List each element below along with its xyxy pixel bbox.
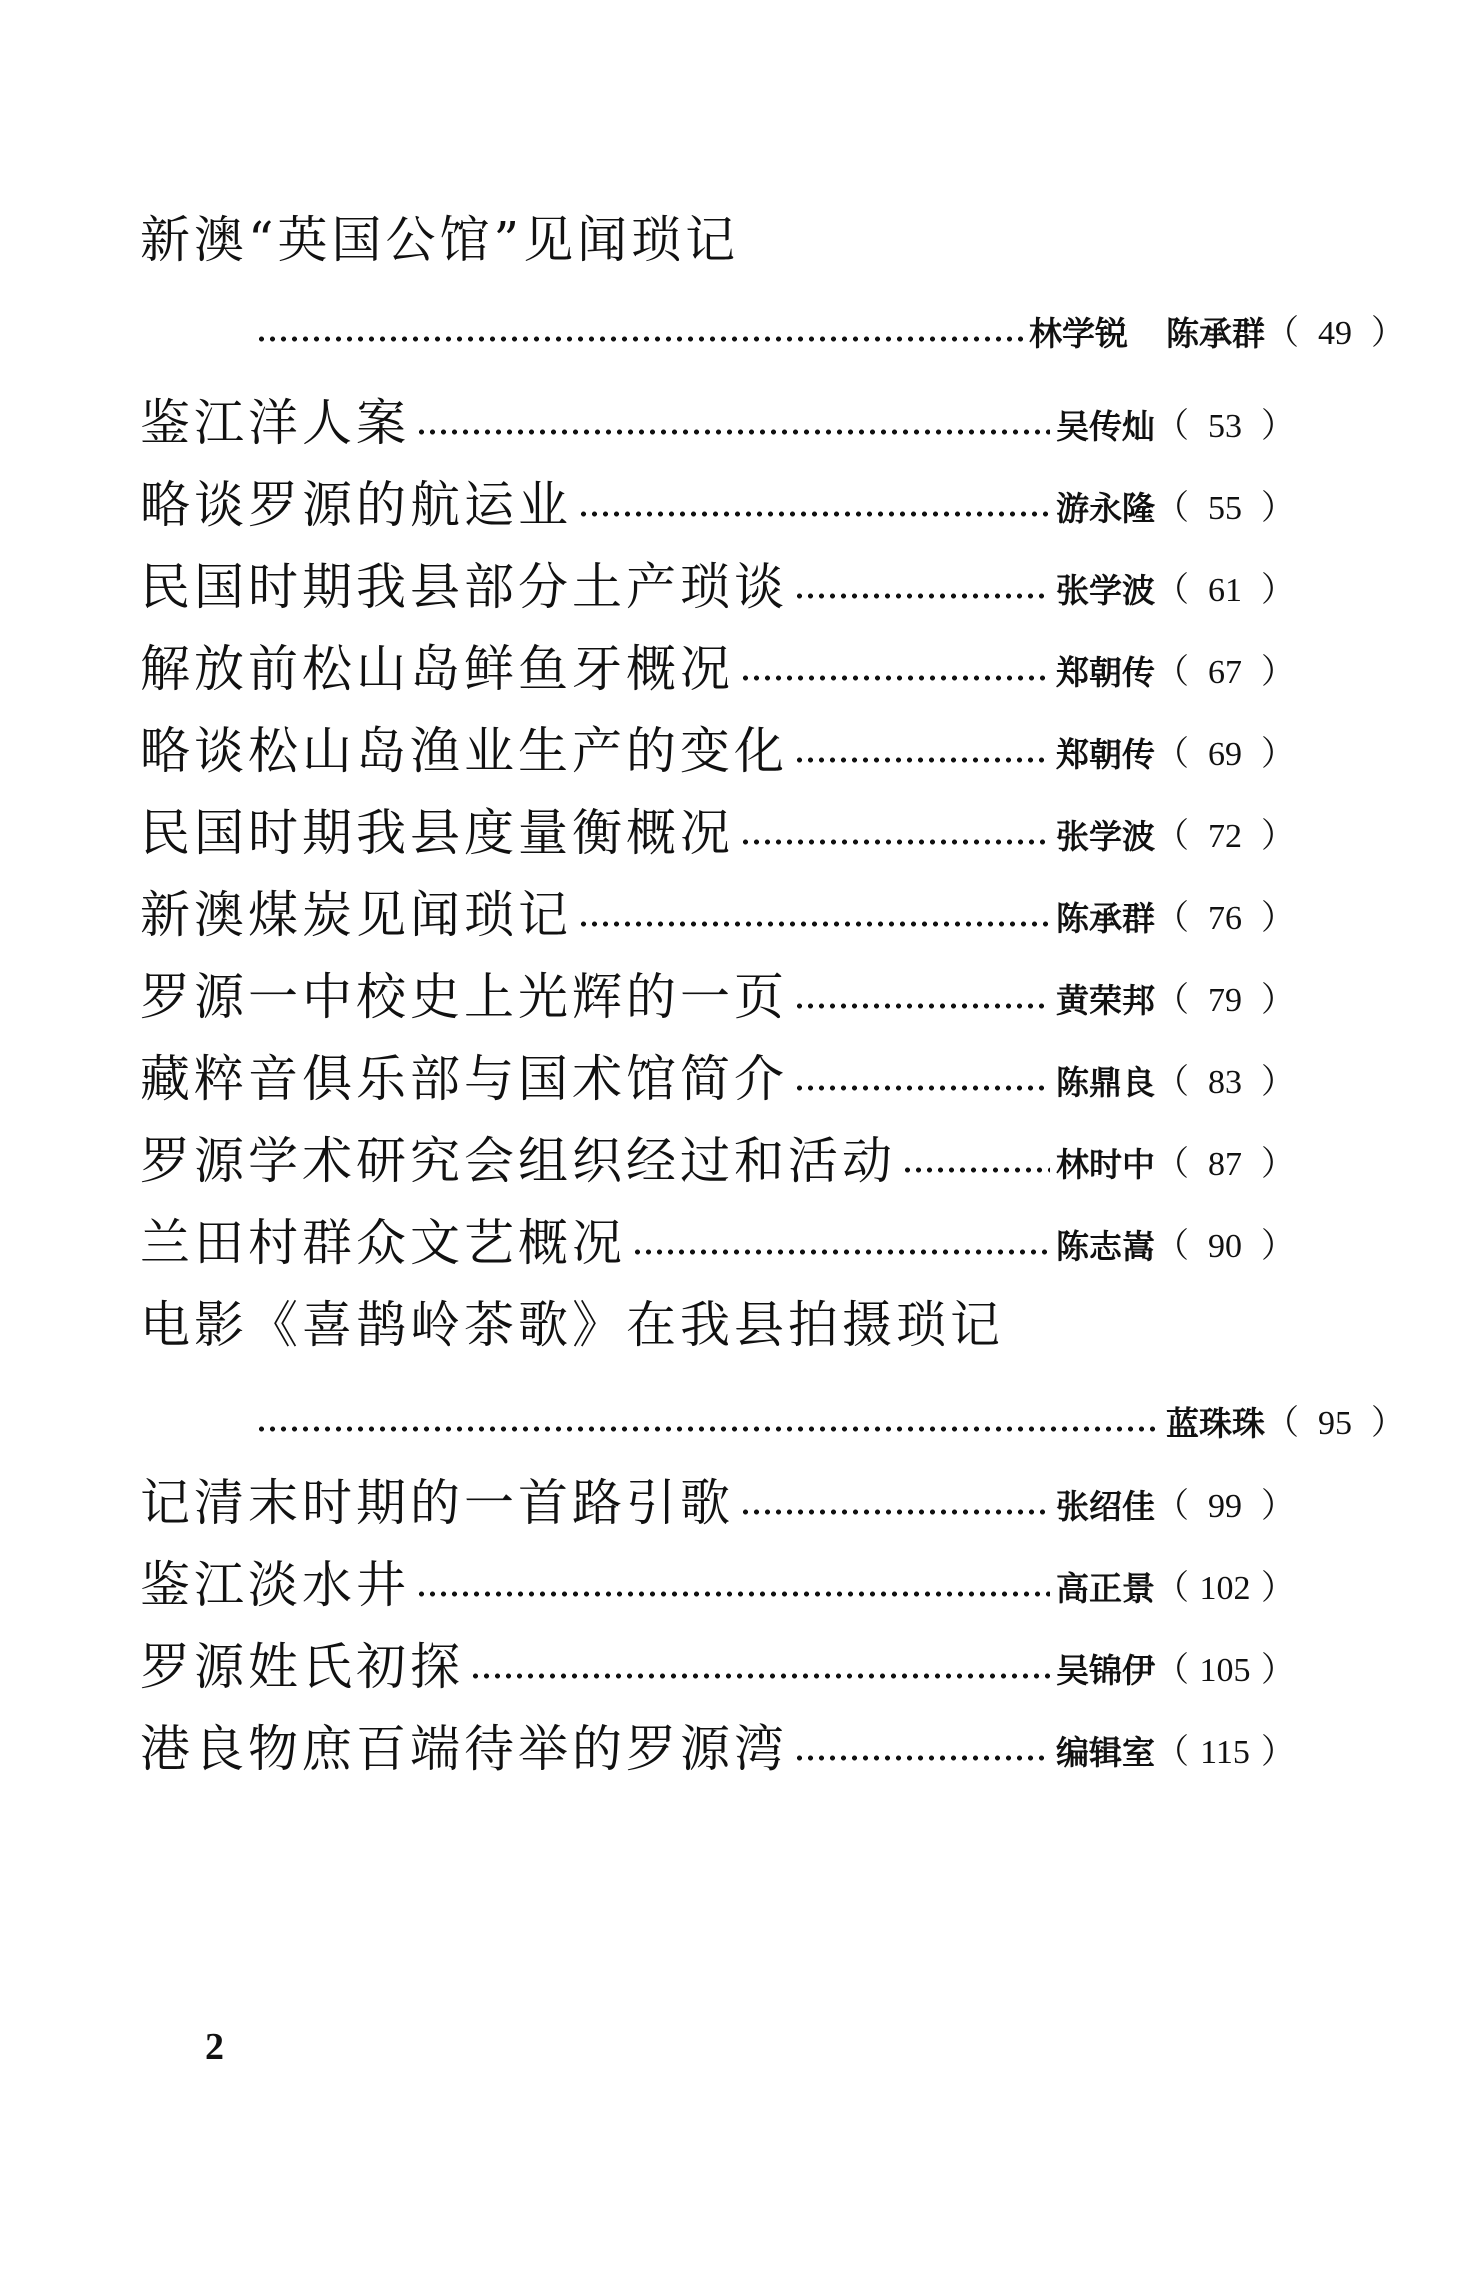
toc-entry-title: 电影《喜鹊岭茶歌》在我县拍摄琐记 [140,1296,1004,1354]
page-num: 95 [1318,1405,1352,1442]
toc-entry-page [1155,1227,1295,1267]
page-num: 53 [1208,408,1242,445]
toc-entry [140,1709,1295,1779]
paren-open: （ [1155,982,1189,1019]
toc-entry-title: 略谈松山岛渔业生产的变化 [140,722,788,780]
dot-leader [416,1587,1050,1601]
page-num: 87 [1208,1146,1242,1183]
toc-entry-author: 郑朝传 [1056,735,1155,774]
paren-open: （ [1155,572,1189,609]
paren-close: ） [1261,1652,1295,1689]
toc-entry-title: 解放前松山岛鲜鱼牙概况 [140,640,734,698]
toc-entry [140,547,1295,617]
toc-entry-author: 编辑室 [1056,1733,1155,1772]
paren-close: ） [1261,900,1295,937]
paren-open: （ [1265,315,1299,352]
paren-open: （ [1155,490,1189,527]
toc-entry-page [1155,1651,1295,1691]
paren-open: （ [1265,1405,1299,1442]
toc-entry-page [1265,1404,1405,1444]
page-num: 76 [1208,900,1242,937]
dot-leader [256,332,1023,346]
toc-entry [140,1203,1295,1273]
dot-leader [794,753,1050,767]
toc-entry [140,629,1295,699]
toc-entry-author: 黄荣邦 [1056,981,1155,1020]
paren-close: ） [1371,315,1405,352]
toc-entry-page [1265,314,1405,354]
toc-entry-page [1155,1569,1295,1609]
toc-entry-author: 陈志嵩 [1056,1227,1155,1266]
paren-close: ） [1261,1064,1295,1101]
toc-entry [140,875,1295,945]
toc-entry-author: 蓝珠珠 [1166,1404,1265,1443]
paren-open: （ [1155,1652,1189,1689]
toc-entry-page [1155,817,1295,857]
dot-leader [416,425,1050,439]
toc-entry-author: 张学波 [1056,817,1155,856]
toc-entry-title: 鉴江淡水井 [140,1556,410,1614]
toc-entry-author: 吴传灿 [1056,407,1155,446]
toc-entry-title: 罗源学术研究会组织经过和活动 [140,1132,896,1190]
paren-close: ） [1371,1405,1405,1442]
paren-close: ） [1261,736,1295,773]
dot-leader [794,999,1050,1013]
toc-entry-page [1155,1063,1295,1103]
page-num: 99 [1208,1488,1242,1525]
toc-entry [140,383,1295,453]
toc-entry-author: 郑朝传 [1056,653,1155,692]
paren-close: ） [1261,490,1295,527]
paren-open: （ [1155,1488,1189,1525]
toc-entry-page [1155,407,1295,447]
paren-close: ） [1261,1734,1295,1771]
toc-entry-page [1155,653,1295,693]
paren-close: ） [1261,1488,1295,1525]
page-num: 102 [1199,1570,1251,1607]
toc-entry-author: 高正景 [1056,1569,1155,1608]
toc-entry-title: 记清末时期的一首路引歌 [140,1474,734,1532]
paren-open: （ [1155,1064,1189,1101]
toc-entry-page [1155,1145,1295,1185]
toc-entry [140,1545,1295,1615]
toc-entry-title: 港良物庶百端待举的罗源湾 [140,1720,788,1778]
page-num: 69 [1208,736,1242,773]
paren-open: （ [1155,736,1189,773]
toc-entry-author: 陈承群 [1166,314,1265,353]
toc-entry-page [1155,981,1295,1021]
paren-close: ） [1261,1146,1295,1183]
toc-entry-title-line [140,200,1295,270]
page-num: 115 [1200,1734,1250,1771]
toc-entry-title: 新澳“英国公馆”见闻琐记 [140,211,740,269]
dot-leader [740,671,1050,685]
toc-entry-page [1155,1487,1295,1527]
toc-entry-title: 民国时期我县度量衡概况 [140,804,734,862]
toc-entry-page [1155,489,1295,529]
toc-entry-author: 陈承群 [1056,899,1155,938]
paren-open: （ [1155,408,1189,445]
paren-close: ） [1261,1228,1295,1265]
toc-entry [140,290,1405,360]
toc-entry-author: 张绍佳 [1056,1487,1155,1526]
paren-close: ） [1261,982,1295,1019]
toc-entry-title: 新澳煤炭见闻琐记 [140,886,572,944]
toc-entry [140,465,1295,535]
paren-close: ） [1261,654,1295,691]
paren-open: （ [1155,1228,1189,1265]
page-num: 79 [1208,982,1242,1019]
page-num: 49 [1318,315,1352,352]
dot-leader [470,1669,1050,1683]
toc-entry [140,1380,1405,1450]
toc-entry-title: 略谈罗源的航运业 [140,476,572,534]
toc-entry [140,1121,1295,1191]
toc-entry [140,711,1295,781]
dot-leader [902,1163,1050,1177]
toc-entry-title: 藏粹音俱乐部与国术馆简介 [140,1050,788,1108]
page-num: 90 [1208,1228,1242,1265]
paren-open: （ [1155,900,1189,937]
toc-entry [140,1039,1295,1109]
toc-entry [140,957,1295,1027]
paren-close: ） [1261,408,1295,445]
toc-entry-title: 鉴江洋人案 [140,394,410,452]
page-num: 83 [1208,1064,1242,1101]
page-num: 105 [1199,1652,1251,1689]
dot-leader [794,589,1050,603]
paren-close: ） [1261,818,1295,855]
paren-close: ） [1261,1570,1295,1607]
toc-entry [140,1627,1295,1697]
toc-entry-page [1155,735,1295,775]
dot-leader [740,1505,1050,1519]
toc-entry-page [1155,1733,1295,1773]
toc-entry [140,1463,1295,1533]
toc-entry-title: 民国时期我县部分土产琐谈 [140,558,788,616]
toc-entry-author: 林时中 [1056,1145,1155,1184]
dot-leader [578,917,1050,931]
paren-open: （ [1155,654,1189,691]
toc-entry-author: 游永隆 [1056,489,1155,528]
dot-leader [740,835,1050,849]
paren-open: （ [1155,818,1189,855]
page-num: 72 [1208,818,1242,855]
toc-entry-title: 罗源姓氏初探 [140,1638,464,1696]
toc-entry-page [1155,571,1295,611]
paren-close: ） [1261,572,1295,609]
page-number: 2 [205,2026,224,2068]
dot-leader [256,1422,1160,1436]
dot-leader [632,1245,1050,1259]
page-num: 55 [1208,490,1242,527]
toc-entry-title-line [140,1285,1295,1355]
toc-entry-author: 吴锦伊 [1056,1651,1155,1690]
toc-entry [140,793,1295,863]
dot-leader [578,507,1050,521]
toc-entry-title: 兰田村群众文艺概况 [140,1214,626,1272]
toc-entry-page [1155,899,1295,939]
dot-leader [794,1751,1050,1765]
toc-entry-author: 林学锐 [1029,314,1128,353]
toc-entry-author: 张学波 [1056,571,1155,610]
dot-leader [794,1081,1050,1095]
paren-open: （ [1155,1570,1189,1607]
paren-open: （ [1155,1146,1189,1183]
toc-entry-title: 罗源一中校史上光辉的一页 [140,968,788,1026]
page-num: 61 [1208,572,1242,609]
paren-open: （ [1155,1734,1189,1771]
page-num: 67 [1208,654,1242,691]
toc-entry-author: 陈鼎良 [1056,1063,1155,1102]
